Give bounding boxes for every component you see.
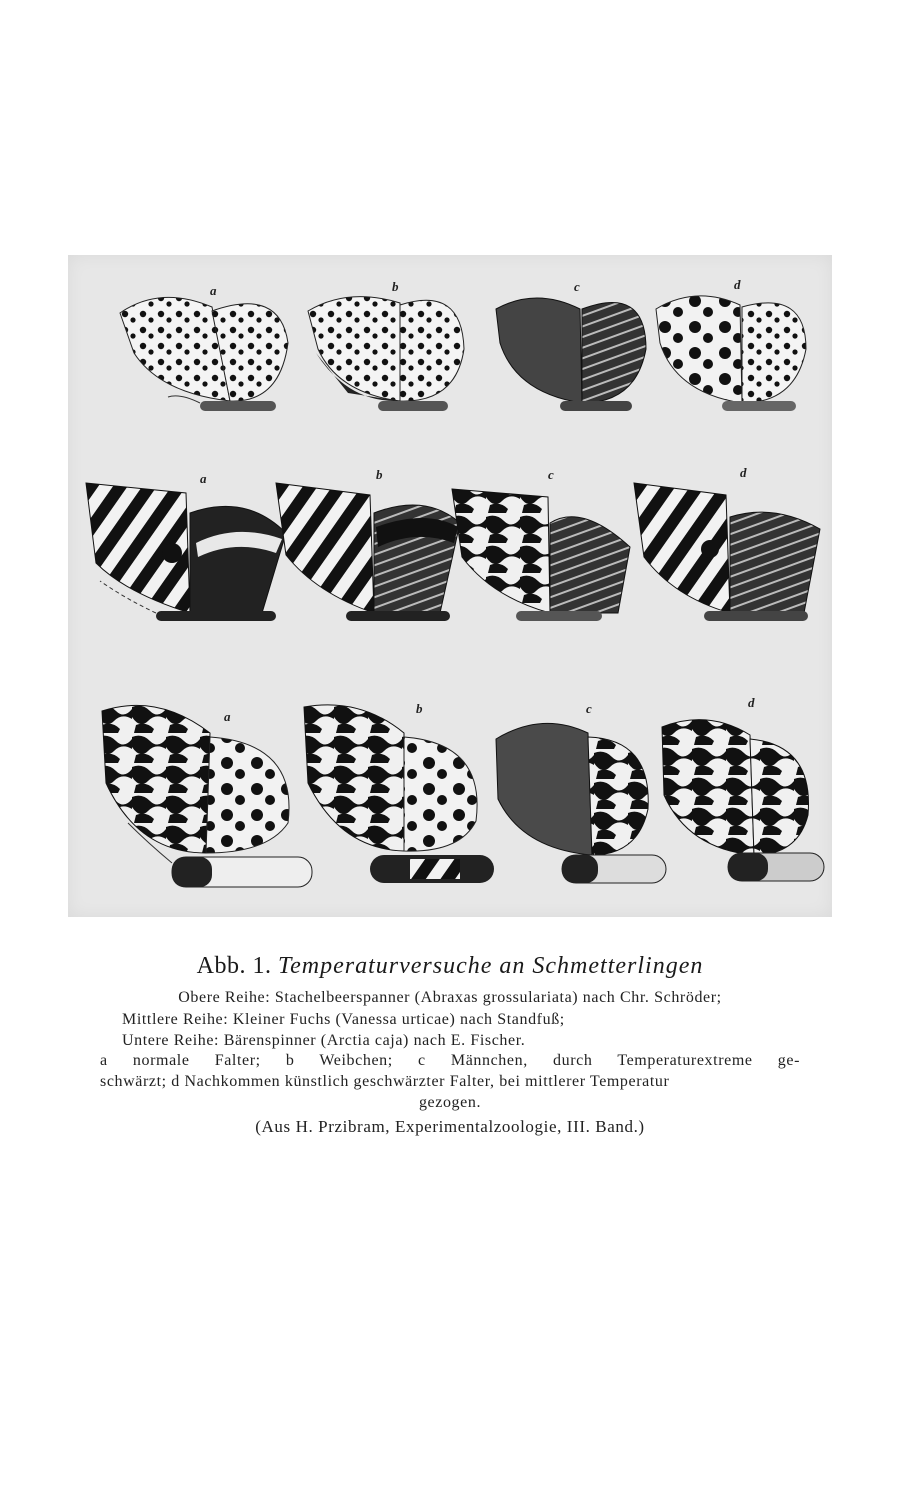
butterfly-top-b xyxy=(308,297,464,411)
label-bottom-d: d xyxy=(748,695,755,710)
figure-number: Abb. 1. xyxy=(196,953,272,979)
butterfly-middle-b xyxy=(276,483,460,621)
butterfly-top-d xyxy=(656,296,806,411)
butterfly-bottom-b xyxy=(304,705,494,883)
label-bottom-c: c xyxy=(586,701,592,716)
top-row xyxy=(120,296,806,411)
caption-line-6: gezogen. xyxy=(418,1094,482,1111)
caption-line-4: a normale Falter; b Weibchen; c Männchen, durch Temperaturextreme ge- xyxy=(100,1052,800,1069)
label-top-b: b xyxy=(392,279,399,294)
caption-source: (Aus H. Przibram, Experimentalzoologie, III. Band.) xyxy=(255,1117,645,1136)
butterfly-middle-a xyxy=(86,483,286,621)
butterfly-top-c xyxy=(496,298,646,411)
butterfly-bottom-d xyxy=(662,720,824,881)
caption-line-5: schwärzt; d Nachkommen künstlich geschwärzter Falter, bei mittlerer Temperatur xyxy=(100,1073,670,1090)
figure-plate xyxy=(68,255,832,917)
label-top-d: d xyxy=(734,277,741,292)
butterfly-top-a xyxy=(120,297,288,411)
label-middle-b: b xyxy=(376,467,383,482)
label-bottom-a: a xyxy=(224,709,231,724)
label-middle-c: c xyxy=(548,467,554,482)
bottom-row xyxy=(102,705,824,887)
caption-line-1: Obere Reihe: Stachelbeerspanner (Abraxas grossulariata) nach Chr. Schröder; xyxy=(178,989,722,1006)
butterfly-middle-d xyxy=(634,483,820,621)
caption-line-2: Mittlere Reihe: Kleiner Fuchs (Vanessa urticae) nach Standfuß; xyxy=(122,1011,565,1028)
butterfly-bottom-c xyxy=(496,723,666,883)
figure-caption-title xyxy=(0,953,900,980)
label-bottom-b: b xyxy=(416,701,423,716)
label-top-c: c xyxy=(574,279,580,294)
figure-title: Temperaturversuche an Schmetterlingen xyxy=(277,953,704,979)
middle-row xyxy=(86,483,820,621)
butterfly-illustrations xyxy=(68,255,832,917)
label-middle-a: a xyxy=(200,471,207,486)
caption-line-3: Untere Reihe: Bärenspinner (Arctia caja) nach E. Fischer. xyxy=(122,1032,526,1049)
label-top-a: a xyxy=(210,283,217,298)
butterfly-middle-c xyxy=(452,489,630,621)
label-middle-d: d xyxy=(740,465,747,480)
butterfly-bottom-a xyxy=(102,705,312,887)
